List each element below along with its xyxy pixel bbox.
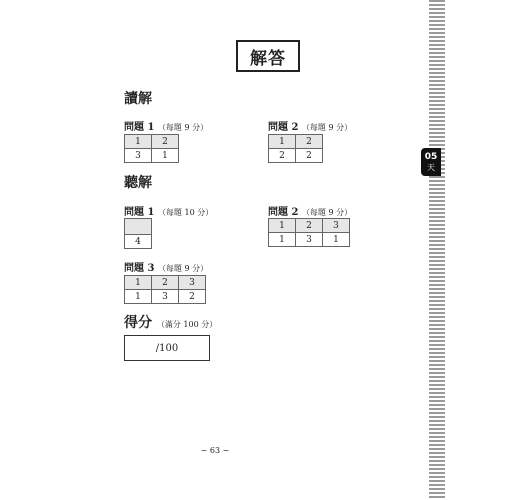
listening-q3-table [124, 275, 206, 304]
listening-q1-title: 問題 1 [124, 207, 155, 218]
listening-q1-points: （每題 10 分） [157, 208, 214, 217]
answer-cell: 2 [179, 290, 206, 304]
table-header-cell: 3 [179, 276, 206, 290]
table-header-cell: 2 [152, 276, 179, 290]
reading-q1-title: 問題 1 [124, 122, 155, 133]
day-tab [421, 148, 441, 176]
listening-q2-table [268, 218, 350, 247]
score-box: /100 [124, 335, 210, 361]
answer-cell: 3 [125, 149, 152, 163]
listening-q3-label [124, 259, 208, 274]
answer-cell: 4 [125, 235, 152, 249]
listening-q1-table [124, 218, 152, 249]
page-title: 解答 [236, 40, 300, 72]
answer-cell: 1 [152, 149, 179, 163]
answer-cell: 2 [269, 149, 296, 163]
reading-q1-points: （每題 9 分） [157, 123, 209, 132]
table-header-cell: 2 [152, 135, 179, 149]
reading-q1-table [124, 134, 179, 163]
table-header-cell: 1 [125, 276, 152, 290]
reading-q2-label [268, 118, 352, 133]
listening-q1-label [124, 203, 213, 218]
reading-q2-points: （每題 9 分） [301, 123, 353, 132]
score-points: （滿分 100 分） [156, 320, 218, 329]
reading-q2-title: 問題 2 [268, 122, 299, 133]
score-title: 得分 [124, 315, 152, 331]
table-header-cell: 3 [323, 219, 350, 233]
reading-q1-label [124, 118, 208, 133]
listening-q2-label [268, 203, 352, 218]
answer-cell: 3 [296, 233, 323, 247]
answer-cell: 1 [323, 233, 350, 247]
side-edge-stripe [429, 0, 445, 500]
table-header-cell [125, 219, 152, 235]
page-number: ~ 63 ~ [200, 446, 230, 455]
listening-q3-title: 問題 3 [124, 263, 155, 274]
table-header-cell: 2 [296, 219, 323, 233]
answer-cell: 3 [152, 290, 179, 304]
day-tab-number: 05 [424, 151, 438, 162]
listening-q2-title: 問題 2 [268, 207, 299, 218]
score-heading [124, 312, 217, 332]
reading-q2-table [268, 134, 323, 163]
table-header-cell: 1 [269, 219, 296, 233]
table-header-cell: 1 [125, 135, 152, 149]
day-tab-unit: 天 [427, 162, 435, 172]
answer-cell: 2 [296, 149, 323, 163]
answer-cell: 1 [125, 290, 152, 304]
listening-heading: 聽解 [124, 175, 152, 191]
listening-q2-points: （每題 9 分） [301, 208, 353, 217]
table-header-cell: 1 [269, 135, 296, 149]
listening-q3-points: （每題 9 分） [157, 264, 209, 273]
reading-heading: 讀解 [124, 91, 152, 107]
answer-cell: 1 [269, 233, 296, 247]
table-header-cell: 2 [296, 135, 323, 149]
